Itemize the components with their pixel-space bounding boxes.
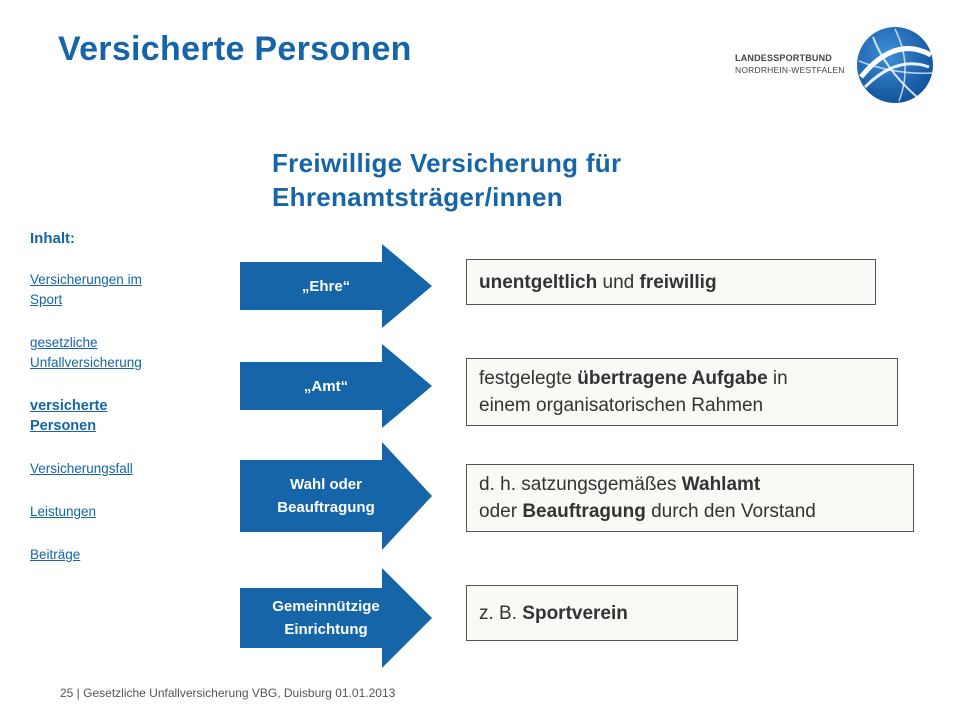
arrow-label-text: „Ehre“ [301, 277, 351, 295]
nav-item-label: Versicherungsfall [30, 461, 133, 476]
box-bold: unentgeltlich [479, 271, 598, 293]
subtitle-line1: Freiwillige Versicherung für [272, 148, 622, 178]
logo-wordmark [735, 52, 853, 76]
nav-item-label: versicherte [30, 398, 108, 414]
arrow-label [240, 568, 412, 668]
nav-item-versicherte-personen[interactable] [30, 396, 200, 436]
slide-title: Versicherte Personen [58, 30, 412, 68]
box-line [479, 498, 901, 525]
nav-heading: Inhalt: [30, 230, 75, 247]
globe-icon [855, 25, 935, 105]
box-bold: Beauftragung [522, 501, 646, 522]
nav-item-beitraege[interactable] [30, 545, 200, 565]
box-bold: freiwillig [639, 271, 717, 293]
box-bold: übertragene Aufgabe [577, 368, 768, 389]
box-line [479, 269, 863, 296]
arrow-gemeinnuetzige-einrichtung [240, 568, 432, 668]
nav-item-label: Beiträge [30, 547, 81, 562]
nav-item-label: Personen [30, 418, 97, 434]
subtitle-line2: Ehrenamtsträger/innen [272, 182, 563, 212]
text-box-wahl [466, 464, 914, 532]
nav-item-gesetzliche-unfallversicherung[interactable] [30, 333, 200, 373]
box-bold: Wahlamt [681, 474, 761, 495]
box-text: und [597, 271, 640, 293]
box-line [479, 600, 725, 627]
nav-item-label: Leistungen [30, 504, 97, 519]
arrow-label-text: „Amt“ [303, 377, 349, 395]
box-text: d. h. satzungsgemäßes [479, 474, 682, 495]
landessportbund-logo [735, 25, 940, 105]
nav-item-versicherungen-im-sport[interactable] [30, 270, 200, 310]
box-text: oder [479, 501, 523, 522]
box-text: durch den Vorstand [645, 501, 816, 522]
box-text: festgelegte [479, 368, 578, 389]
arrow-amt [240, 344, 432, 428]
box-line [479, 471, 901, 498]
nav-item-leistungen[interactable] [30, 502, 200, 522]
nav-item-label: Sport [30, 292, 63, 307]
slide-footer: 25 | Gesetzliche Unfallversicherung VBG, Duisburg 01.01.2013 [60, 686, 396, 700]
box-line: einem organisatorischen Rahmen [479, 395, 764, 416]
arrow-label-text: Beauftragung [277, 499, 375, 516]
arrow-label [240, 442, 412, 550]
arrow-label [240, 344, 412, 428]
box-line [479, 365, 885, 392]
text-box-gemeinnuetzig [466, 585, 738, 641]
arrow-label-text: Wahl oder [290, 476, 362, 493]
arrow-ehre [240, 244, 432, 328]
arrow-label [240, 244, 412, 328]
logo-line1: LANDESSPORTBUND [735, 53, 833, 63]
arrow-label-text: Gemeinnützige [272, 598, 380, 615]
nav-item-label: gesetzliche [30, 335, 98, 350]
nav-item-label: Unfallversicherung [30, 355, 142, 370]
nav-item-label: Versicherungen im [30, 272, 142, 287]
box-text: in [767, 368, 788, 389]
box-bold: Sportverein [522, 602, 628, 624]
box-text: z. B. [479, 602, 523, 624]
content-nav [30, 230, 200, 588]
text-box-amt [466, 358, 898, 426]
arrow-wahl-oder-beauftragung [240, 442, 432, 550]
nav-item-versicherungsfall[interactable] [30, 459, 200, 479]
logo-line2: NORDRHEIN-WESTFALEN [735, 65, 845, 75]
slide-subtitle [272, 146, 621, 214]
text-box-ehre [466, 259, 876, 305]
arrow-label-text: Einrichtung [284, 621, 368, 638]
